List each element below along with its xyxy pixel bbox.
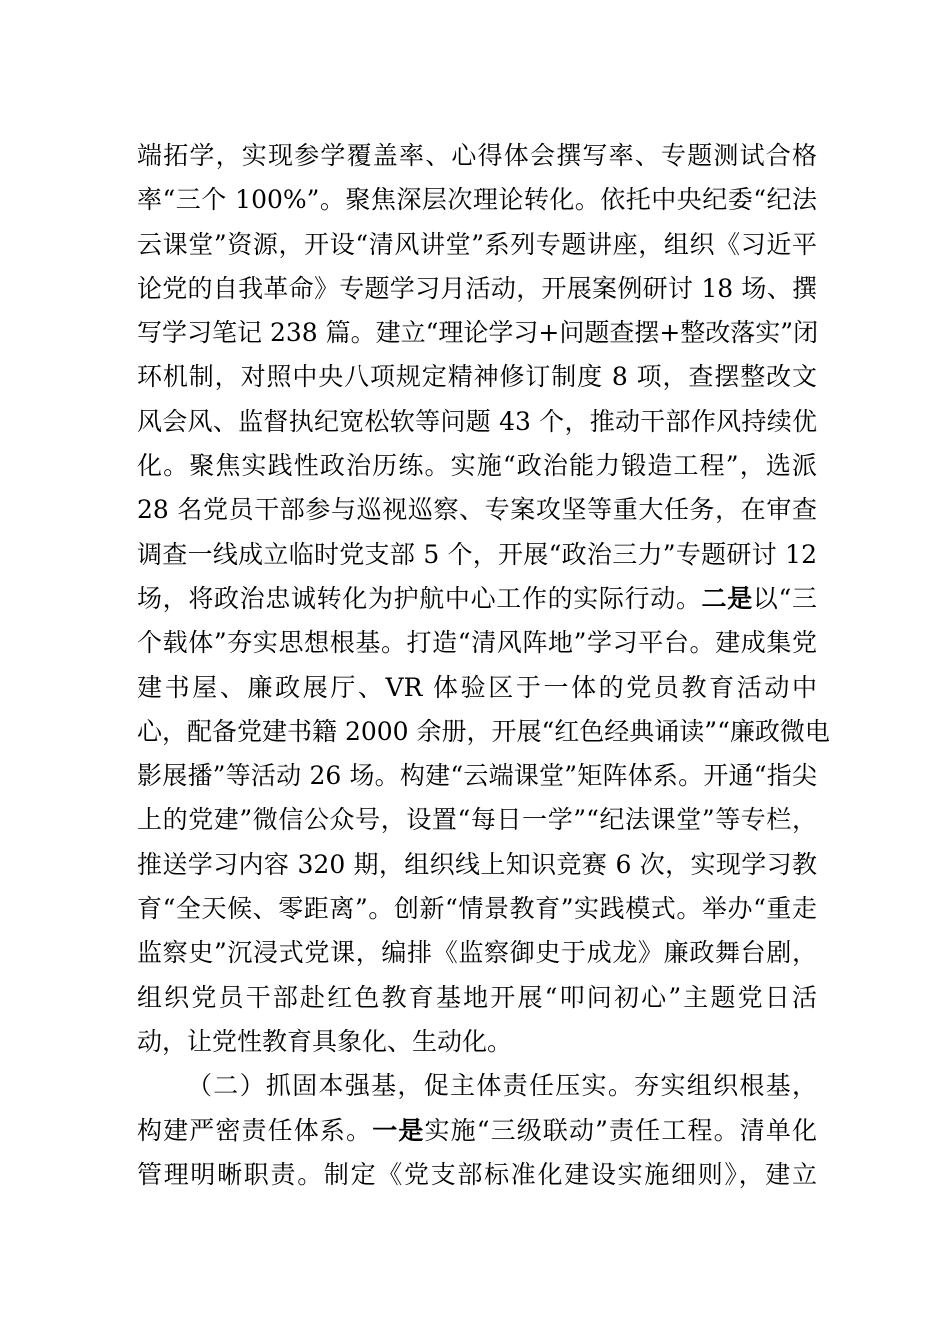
- body-text: [137, 134, 830, 1197]
- text-line: [137, 577, 817, 621]
- text-line: 管理明晰职责。制定《党支部标准化建设实施细则》，建立: [137, 1159, 817, 1189]
- text-line: 心，配备党建书籍 2000 余册，开展“红色经典诵读”“廉政微电: [137, 716, 830, 746]
- text-line: 建书屋、廉政展厅、VR 体验区于一体的党员教育活动中: [137, 672, 817, 702]
- text-line: 推送学习内容 320 期，组织线上知识竞赛 6 次，实现学习教: [137, 849, 817, 879]
- text-segment: 实施“三级联动”责任工程。清单化: [424, 1115, 817, 1145]
- text-line: 率“三个 100%”。聚焦深层次理论转化。依托中央纪委“纪法: [137, 185, 817, 215]
- text-line: 影展播”等活动 26 场。构建“云端课堂”矩阵体系。开通“指尖: [137, 761, 817, 791]
- text-line: 组织党员干部赴红色教育基地开展“叩问初心”主题党日活: [137, 982, 817, 1012]
- text-line: 论党的自我革命》专题学习月活动，开展案例研讨 18 场、撰: [137, 273, 817, 303]
- text-line: 写学习笔记 238 篇。建立“理论学习+问题查摆+整改落实”闭: [137, 318, 819, 348]
- text-line: 动，让党性教育具象化、生动化。: [137, 1026, 513, 1056]
- text-line: 上的党建”微信公众号，设置“每日一学”“纪法课堂”等专栏，: [137, 805, 817, 835]
- text-segment: 以“三: [752, 583, 817, 613]
- section-heading-line: （二）抓固本强基，促主体责任压实。夯实组织根基，: [187, 1071, 817, 1101]
- text-line: [137, 1109, 817, 1153]
- bold-term: 一是: [372, 1115, 425, 1145]
- text-line: 育“全天候、零距离”。创新“情景教育”实践模式。举办“重走: [137, 894, 817, 924]
- text-segment: 构建严密责任体系。: [137, 1115, 373, 1145]
- text-line: 调查一线成立临时党支部 5 个，开展“政治三力”专题研讨 12: [137, 539, 817, 569]
- text-line: 风会风、监督执纪宽松软等问题 43 个，推动干部作风持续优: [137, 406, 817, 436]
- text-line: 环机制，对照中央八项规定精神修订制度 8 项，查摆整改文: [137, 362, 817, 392]
- text-line: 端拓学，实现参学覆盖率、心得体会撰写率、专题测试合格: [137, 141, 817, 170]
- text-line: 化。聚焦实践性政治历练。实施“政治能力锻造工程”，选派: [137, 451, 817, 481]
- text-line: 云课堂”资源，开设“清风讲堂”系列专题讲座，组织《习近平: [137, 229, 817, 259]
- text-line: 个载体”夯实思想根基。打造“清风阵地”学习平台。建成集党: [137, 628, 817, 658]
- text-line: 28 名党员干部参与巡视巡察、专案攻坚等重大任务，在审查: [137, 495, 817, 525]
- text-line: 监察史”沉浸式党课，编排《监察御史于成龙》廉政舞台剧，: [137, 938, 817, 968]
- text-segment: 场，将政治忠诚转化为护航中心工作的实际行动。: [137, 583, 702, 613]
- bold-term: 二是: [701, 583, 753, 613]
